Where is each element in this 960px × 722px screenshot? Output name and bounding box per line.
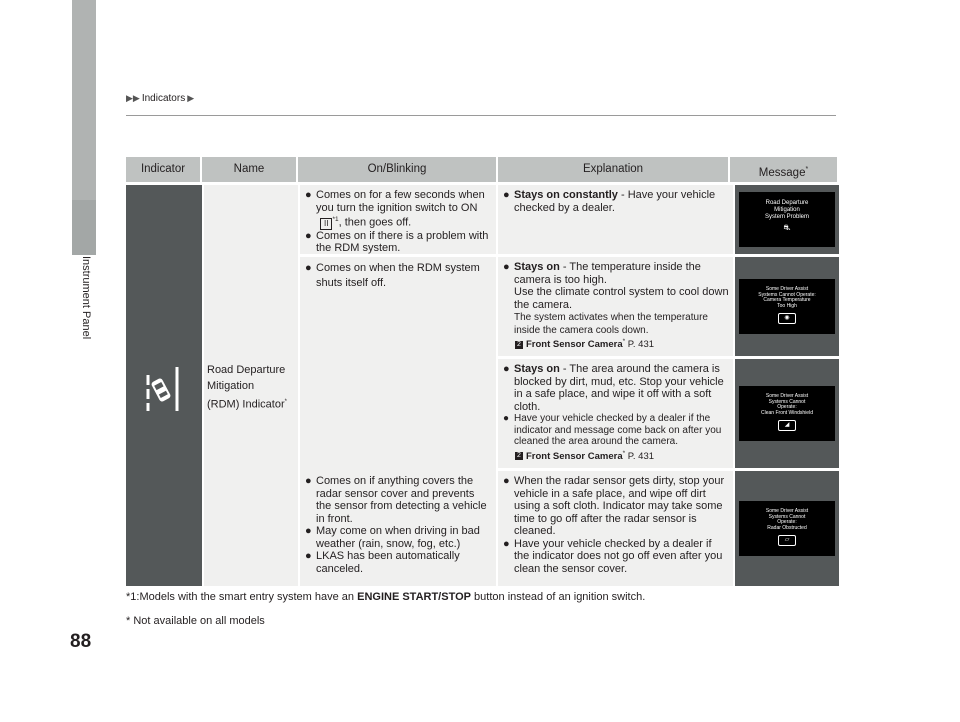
chapter-tab-marker <box>72 200 96 255</box>
explanation-cell: ● Stays on - The area around the camera is blocked by dirt, mud, etc. Stop your vehicle in a safe place, and wipe it off with a soft cloth. ● Have your vehicle checked by a dealer if the indicator and message come back on after you cleaned the area around the camera. 2 Front Sensor Camera* P. 431 <box>498 359 733 468</box>
message-screen: Some Driver Assist Systems Cannot Operate: Clean Front Windshield ◢ <box>739 386 835 441</box>
header-indicator: Indicator <box>126 157 202 182</box>
windshield-icon: ◢ <box>778 420 796 431</box>
cross-reference-link[interactable]: 2 Front Sensor Camera* P. 431 <box>503 448 729 464</box>
ignition-position-icon: II <box>320 218 332 230</box>
message-cell <box>735 359 839 468</box>
breadcrumb-arrow-icon: ▶▶ <box>126 93 140 103</box>
message-cell <box>735 185 839 254</box>
indicator-name: Road Departure Mitigation (RDM) Indicator* <box>207 364 287 411</box>
rdm-icon: ⛐ <box>783 223 791 232</box>
xref-arrow-icon: 2 <box>515 452 523 460</box>
road-departure-icon <box>143 365 185 413</box>
footnote-ignition: *1:Models with the smart entry system have an ENGINE START/STOP button instead of an ignition switch. <box>126 591 646 603</box>
table-row <box>300 185 839 254</box>
explanation-cell: ● When the radar sensor gets dirty, stop your vehicle in a safe place, and wipe off dirt using a soft cloth. Indicator may take some time to go off after the radar sensor is cleaned. ● Have your vehicle checked by a dealer if the indicator does not go off even after you clean the sensor cover. <box>498 471 733 586</box>
breadcrumb-label[interactable]: Indicators <box>141 93 186 104</box>
indicator-cell <box>126 185 202 586</box>
breadcrumb[interactable] <box>126 93 194 104</box>
indicator-table <box>126 157 837 575</box>
table-row <box>300 257 839 356</box>
header-explanation: Explanation <box>498 157 730 182</box>
camera-icon: ◉ <box>778 313 796 324</box>
radar-icon: ▱ <box>778 535 796 546</box>
table-header <box>126 157 837 182</box>
header-name: Name <box>202 157 298 182</box>
breadcrumb-arrow-icon: ▶ <box>187 93 195 103</box>
header-on-blinking: On/Blinking <box>298 157 498 182</box>
cross-reference-link[interactable]: 2 Front Sensor Camera* P. 431 <box>503 336 729 352</box>
section-label: Instrument Panel <box>80 256 92 340</box>
explanation-cell: ● Stays on constantly - Have your vehicle checked by a dealer. <box>498 185 733 254</box>
message-screen: Road Departure Mitigation System Problem ⛐ <box>739 192 835 247</box>
on-blinking-cell: ● Comes on when the RDM system shuts itself off. <box>300 257 496 557</box>
message-cell <box>735 471 839 586</box>
table-row <box>498 359 839 468</box>
footnote-availability: * Not available on all models <box>126 615 265 627</box>
name-cell <box>204 185 298 586</box>
header-rule <box>126 115 836 116</box>
table-row <box>300 471 839 586</box>
xref-arrow-icon: 2 <box>515 341 523 349</box>
on-blinking-cell: ● Comes on if anything covers the radar sensor cover and prevents the sensor from detecting a vehicle in front. ● May come on when driving in bad weather (rain, snow, fog, etc.) ● LKAS has been automatically canceled. <box>300 471 496 586</box>
message-cell <box>735 257 839 356</box>
header-message: Message* <box>758 166 809 179</box>
on-blinking-cell: ● Comes on for a few seconds when you turn the ignition switch to ON II $^{*1}$, then goes off. ● Comes on if there is a problem with the RDM system. <box>300 185 496 254</box>
message-screen: Some Driver Assist Systems Cannot Operate: Radar Obstructed ▱ <box>739 501 835 556</box>
page-number: 88 <box>70 631 92 652</box>
explanation-cell: ● Stays on - The temperature inside the camera is too high. Use the climate control system to cool down the camera. The system activates when the temperature inside the camera cools down. 2 Front Sensor Camera* P. 431 <box>498 257 733 356</box>
message-screen: Some Driver Assist Systems Cannot Operate: Camera Temperature Too High ◉ <box>739 279 835 334</box>
